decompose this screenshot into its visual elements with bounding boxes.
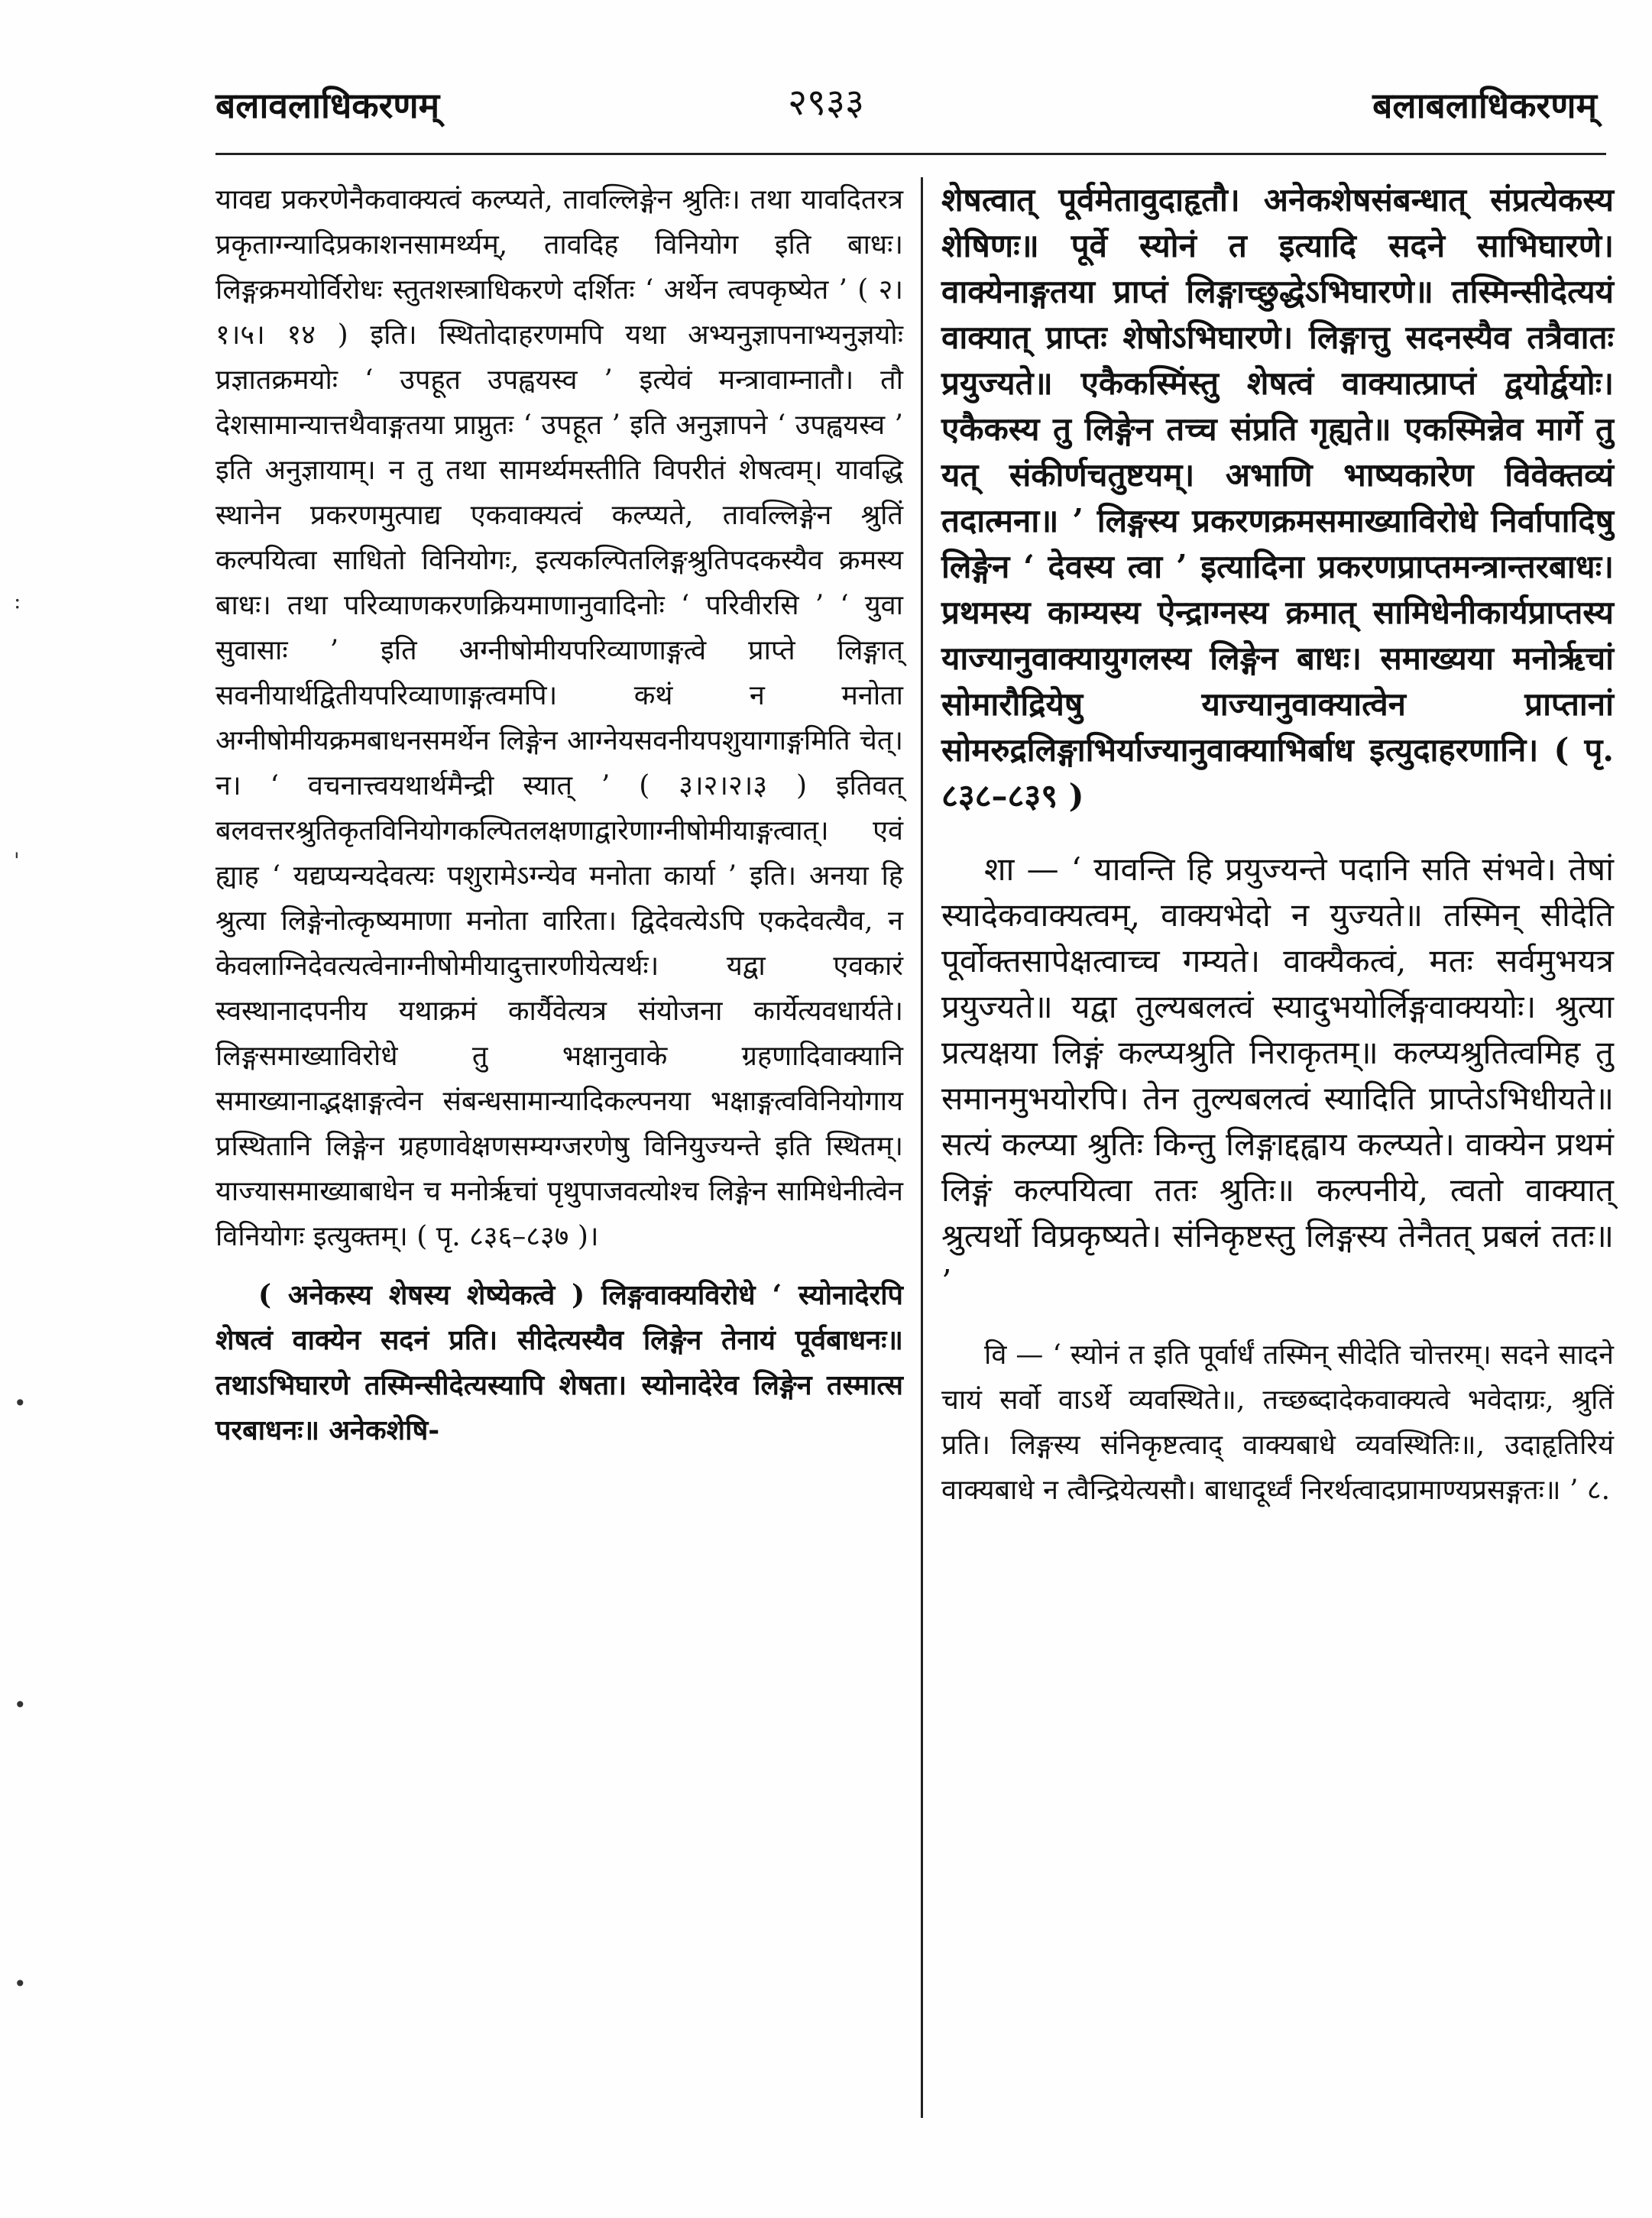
margin-mark: • [14, 1971, 27, 1996]
shastradipika-paragraph: शा — ‘ यावन्ति हि प्रयुज्यन्ते पदानि सति संभवे। तेषां स्यादेकवाक्यत्वम्, वाक्यभेदो न युज्यते॥ तस्मिन् सीदेति पूर्वोक्तसापेक्षत्वाच्च गम्यते। वाक्यैकत्वं, मतः सर्वमुभयत्र प्रयुज्यते॥ यद्वा तुल्यबलत्वं स्यादुभयोर्लिङ्गवाक्ययोः। श्रुत्या प्रत्यक्षया लिङ्गं कल्प्यश्रुति निराकृतम्॥ कल्प्यश्रुतित्वमिह तु समानमुभयोरपि। तेन तुल्यबलत्वं स्यादिति प्राप्तेऽभिधीयते॥ सत्यं कल्प्या श्रुतिः किन्तु लिङ्गाद्दह्वाय कल्प्यते। वाक्येन प्रथमं लिङ्गं कल्पयित्वा ततः श्रुतिः॥ कल्पनीये, त्वतो वाक्यात् श्रुत्यर्थो विप्रकृष्यते। संनिकृष्टस्तु लिङ्गस्य तेनैतत् प्रबलं ततः॥ ’ [941, 850, 1614, 1300]
left-commentary-paragraph: यावद्य प्रकरणेनैकवाक्यत्वं कल्प्यते, तावल्लिङ्गेन श्रुतिः। तथा यावदितरत्र प्रकृताग्न्यादिप्रकाशनसामर्थ्यम्, तावदिह विनियोग इति बाधः। लिङ्गक्रमयोर्विरोधः स्तुतशस्त्राधिकरणे दर्शितः ‘ अर्थेन त्वपकृष्येत ’ ( २।१।५। १४ ) इति। स्थितोदाहरणमपि यथा अभ्यनुज्ञापनाभ्यनुज्ञयोः प्रज्ञातक्रमयोः ‘ उपहूत उपह्वयस्व ’ इत्येवं मन्त्रावाम्नातौ। तौ देशसामान्यात्तथैवाङ्गतया प्राप्नुतः ‘ उपहूत ’ इति अनुज्ञापने ‘ उपह्वयस्व ’ इति अनुज्ञायाम्। न तु तथा सामर्थ्यमस्तीति विपरीतं शेषत्वम्। यावद्धि स्थानेन प्रकरणमुत्पाद्य एकवाक्यत्वं कल्प्यते, तावल्लिङ्गेन श्रुतिं कल्पयित्वा साधितो विनियोगः, इत्यकल्पितलिङ्गश्रुतिपदकस्यैव क्रमस्य बाधः। तथा परिव्याणकरणक्रियमाणानुवादिनोः ‘ परिवीरसि ’ ‘ युवा सुवासाः ’ इति अग्नीषोमीयपरिव्याणाङ्गत्वे प्राप्ते लिङ्गात् सवनीयार्थद्वितीयपरिव्याणाङ्गत्वमपि। कथं न मनोता अग्नीषोमीयक्रमबाधनसमर्थेन लिङ्गेन आग्नेयसवनीयपशुयागाङ्गमिति चेत्। न। ‘ वचनात्त्वयथार्थमैन्द्री स्यात् ’ ( ३।२।२।३ ) इतिवत् बलवत्तरश्रुतिकृतविनियोगकल्पितलक्षणाद्वारेणाग्नीषोमीयाङ्गत्वात्। एवं ह्याह ‘ यद्यप्यन्यदेवत्यः पशुरामेऽग्न्येव मनोता कार्या ’ इति। अनया हि श्रुत्या लिङ्गेनोत्कृष्यमाणा मनोता वारिता। द्विदेवत्येऽपि एकदेवत्यैव, न केवलाग्निदेवत्यत्वेनाग्नीषोमीयादुत्तारणीयेत्यर्थः। यद्वा एवकारं स्वस्थानादपनीय यथाक्रमं कार्यैवेत्यत्र संयोजना कार्येत्यवधार्यते। लिङ्गसमाख्याविरोधे तु भक्षानुवाके ग्रहणादिवाक्यानि समाख्यानाद्भक्षाङ्गत्वेन संबन्धसामान्यादिकल्पनया भक्षाङ्गत्वविनियोगाय प्रस्थितानि लिङ्गेन ग्रहणावेक्षणसम्यग्जरणेषु विनियुज्यन्ते इति स्थितम्। याज्यासमाख्याबाधेन च मनोर्ऋचां पृथुपाजवत्योश्च लिङ्गेन सामिधेनीत्वेन विनियोगः इत्युक्तम्। ( पृ. ८३६–८३७ )। [215, 184, 903, 1252]
column-divider [921, 177, 923, 2118]
margin-mark: • [14, 1692, 27, 1718]
left-column [215, 177, 903, 1453]
page-number: २९३३ [788, 81, 864, 124]
margin-mark: • [14, 1391, 27, 1416]
margin-mark: : [14, 588, 21, 614]
running-header-left: बलावलाधिकरणम् [215, 85, 440, 126]
vivarana-paragraph: वि — ‘ स्योनं त इति पूर्वार्धं तस्मिन् सीदेति चोत्तरम्। सदने सादने चायं सर्वो वाऽर्थे व्यवस्थिते॥, तच्छब्दादेकवाक्यत्वे भवेदाग्रः, श्रुतिं प्रति। लिङ्गस्य संनिकृष्टत्वाद् वाक्यबाधे व्यवस्थितिः॥, उदाहृतिरियं वाक्यबाधे न त्वैन्द्रियेत्यसौ। बाधादूर्ध्वं निरर्थत्वादप्रामाण्यप्रसङ्गतः॥ ’ ८. [941, 1339, 1614, 1506]
running-header-right: बलाबलाधिकरणम् [1372, 85, 1597, 126]
right-column [941, 177, 1614, 1513]
margin-mark: ' [14, 848, 20, 873]
right-verse-paragraph: शेषत्वात् पूर्वमेतावुदाहृतौ। अनेकशेषसंबन्धात् संप्रत्येकस्य शेषिणः॥ पूर्वे स्योनं त इत्यादि सदने साभिघारणे। वाक्येनाङ्गतया प्राप्तं लिङ्गाच्छुद्धेऽभिघारणे॥ तस्मिन्सीदेत्ययं वाक्यात् प्राप्तः शेषोऽभिघारणे। लिङ्गात्तु सदनस्यैव तत्रैवातः प्रयुज्यते॥ एकैकस्मिंस्तु शेषत्वं वाक्यात्प्राप्तं द्वयोर्द्वयोः। एकैकस्य तु लिङ्गेन तच्च संप्रति गृह्यते॥ एकस्मिन्नेव मार्गे तु यत् संकीर्णचतुष्टयम्। अभाणि भाष्यकारेण विवेक्तव्यं तदात्मना॥ ’ लिङ्गस्य प्रकरणक्रमसमाख्याविरोधे निर्वापादिषु लिङ्गेन ‘ देवस्य त्वा ’ इत्यादिना प्रकरणप्राप्तमन्त्रान्तरबाधः। प्रथमस्य काम्यस्य ऐन्द्राग्नस्य क्रमात् सामिधेनीकार्यप्राप्तस्य याज्यानुवाक्यायुगलस्य लिङ्गेन बाधः। समाख्यया मनोर्ऋचां सोमारौद्रियेषु याज्यानुवाक्यात्वेन प्राप्तानां सोमरुद्रलिङ्गाभिर्याज्यानुवाक्याभिर्बाध इत्युदाहरणानि। ( पृ. ८३८–८३९ ) [941, 181, 1614, 814]
header-divider [215, 153, 1606, 155]
left-verse-paragraph: ( अनेकस्य शेषस्य शेष्येकत्वे ) लिङ्गवाक्यविरोधे ‘ स्योनादेरपि शेषत्वं वाक्येन सदनं प्रति। सीदेत्यस्यैव लिङ्गेन तेनायं पूर्वबाधनः॥ तथाऽभिघारणे तस्मिन्सीदेत्यस्यापि शेषता। स्योनादेरेव लिङ्गेन तस्मात्स परबाधनः॥ अनेकशेषि- [215, 1279, 903, 1446]
